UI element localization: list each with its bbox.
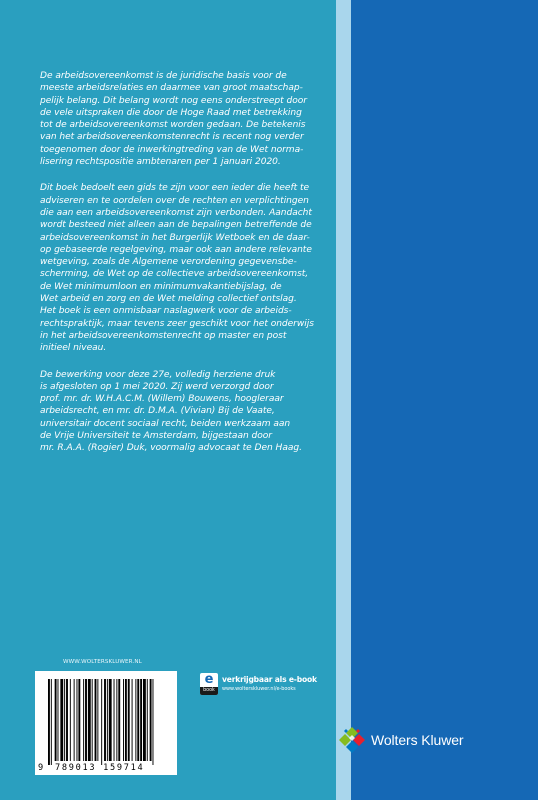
ebook-icon-word: book — [200, 687, 218, 695]
ebook-icon-letter: e — [204, 672, 214, 687]
ebook-url: www.wolterskluwer.nl/e-books — [222, 686, 296, 692]
barcode-bar — [125, 679, 127, 761]
barcode-bar — [58, 679, 59, 761]
isbn-barcode — [35, 671, 177, 775]
ebook-badge — [200, 673, 320, 695]
barcode-bar — [95, 679, 97, 761]
ebook-title: verkrijgbaar als e-book — [222, 675, 317, 684]
publisher-url: WWW.WOLTERSKLUWER.NL — [63, 659, 142, 665]
barcode-bar — [135, 679, 136, 761]
barcode-bar — [70, 679, 71, 761]
barcode-bar — [60, 679, 63, 761]
barcode-bar — [128, 679, 130, 761]
barcode-bar — [64, 679, 65, 761]
wolters-kluwer-logo — [337, 726, 507, 754]
barcode-first-digit: 9 — [38, 763, 44, 773]
barcode-bar — [77, 679, 78, 761]
blurb-paragraph-3: De bewerking voor deze 27e, volledig herziene druk is afgesloten op 1 mei 2020. Zij werd verzorgd door prof. mr. dr. W.H.A.C.M. (Willem) Bouwens, hoogleraar arbeidsrecht, en mr. dr. D.M.A. (Vivian) Bij de Vaate, universitair docent sociaal recht, beiden werkzaam aan de Vrije Universiteit te Amsterdam, bijgestaan door mr. R.A.A. (Rogier) Duk, voormalig advocaat te Den Haag. — [40, 369, 302, 454]
barcode-bar — [150, 679, 152, 761]
barcode-bar — [132, 679, 133, 761]
barcode-bar — [104, 679, 106, 761]
barcode-bar — [66, 679, 68, 761]
barcode-bar — [153, 679, 154, 765]
barcode-bar — [74, 679, 75, 761]
barcode-bar — [92, 679, 93, 761]
blurb-paragraph-2: Dit boek bedoelt een gids te zijn voor een ieder die heeft te adviseren en te oordelen over de rechten en verplichtingen die aan een arbeidsovereenkomst zijn verbonden. Aandacht wordt besteed niet alleen aan de bepalingen betreffende de arbeidsovereenkomst in het Burgerlijk Wetboek en de daar- op gebaseerde regelgeving, maar ook aan andere relevante wetgeving, zoals de Algemene verordening gegevensbe- scherming, de Wet op de collectieve arbeidsovereenkomst, de Wet minimumloon en minimumvakantiebijslag, de Wet arbeid en zorg en de Wet melding collectief ontslag. Het boek is een onmisbaar naslagwerk voor de arbeids- rechtspraktijk, maar tevens zeer geschikt voor het onderwijs in het arbeidsovereenkomstenrecht op master en post initieel niveau. — [40, 183, 314, 354]
back-cover-blue-panel — [351, 0, 538, 800]
light-blue-stripe — [336, 0, 351, 800]
barcode-bar — [88, 679, 91, 761]
barcode-bar — [85, 679, 87, 761]
barcode-bar — [48, 679, 50, 765]
barcode-bars — [35, 671, 177, 775]
barcode-bar — [137, 679, 139, 761]
barcode-bar — [78, 679, 80, 761]
barcode-bar — [97, 679, 98, 761]
barcode-bar — [123, 679, 124, 761]
blurb-paragraph-1: De arbeidsovereenkomst is de juridische basis voor de meeste arbeidsrelaties en daarmee van groot maatschap- pelijk belang. Dit belang wordt nog eens onderstreept door de vele uitspraken die door de Hoge Raad met betrekking tot de arbeidsovereenkomst worden gedaan. De betekenis van het arbeidsovereenkomstenrecht is recent nog verder toegenomen door de inwerkingtreding van de Wet norma- lisering rechtspositie ambtenaren per 1 januari 2020. — [40, 71, 307, 168]
barcode-bar — [55, 679, 57, 761]
blurb-text — [40, 70, 326, 469]
barcode-bar — [109, 679, 112, 761]
barcode-bar — [147, 679, 148, 761]
barcode-bar — [83, 679, 84, 761]
barcode-bar — [101, 679, 102, 765]
barcode-bar — [114, 679, 115, 761]
wolters-kluwer-mosaic-icon — [337, 726, 367, 754]
barcode-bar — [118, 679, 120, 761]
barcode-bar — [140, 679, 142, 761]
ebook-icon — [200, 673, 218, 695]
barcode-bar — [107, 679, 108, 761]
barcode-bar — [51, 679, 52, 765]
wolters-kluwer-wordmark: Wolters Kluwer — [371, 732, 464, 748]
barcode-digits: 789013 159714 — [55, 763, 145, 773]
barcode-bar — [116, 679, 117, 761]
barcode-bar — [143, 679, 146, 761]
